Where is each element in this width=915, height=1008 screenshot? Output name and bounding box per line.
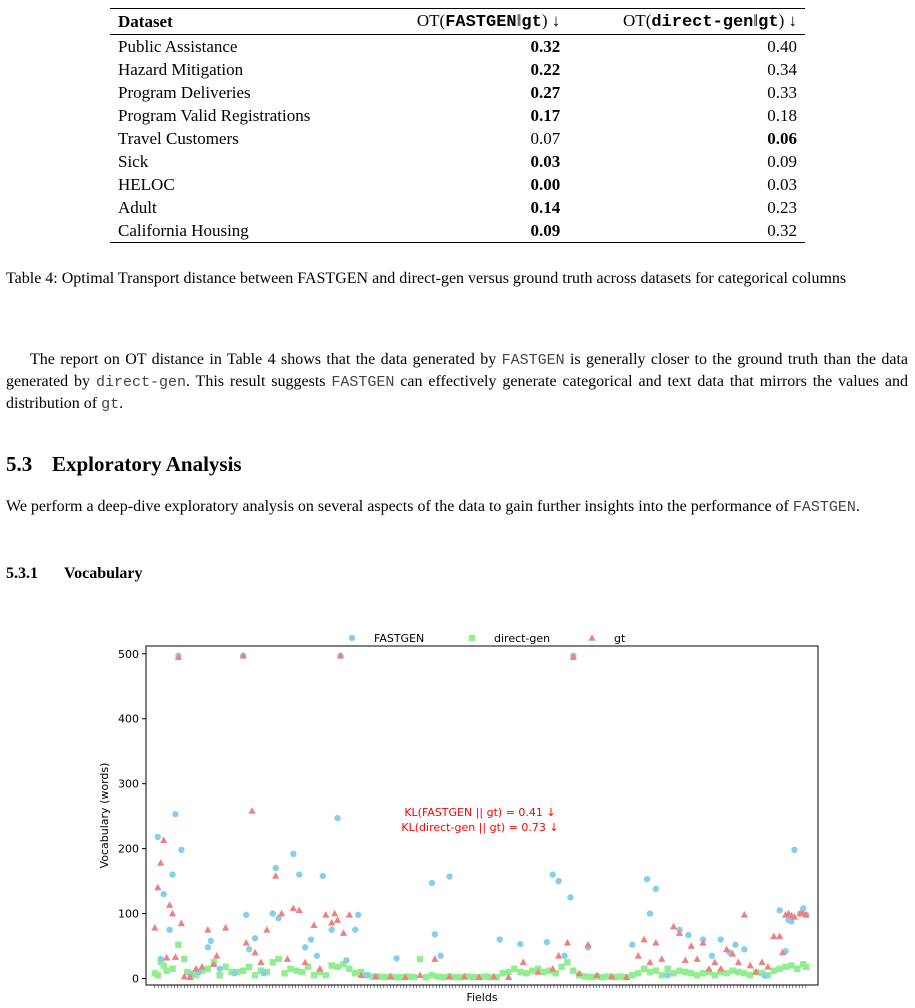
x-axis-label: Fields xyxy=(466,991,498,1004)
data-point xyxy=(517,969,523,975)
data-point xyxy=(561,953,567,959)
data-point xyxy=(588,974,594,980)
data-point xyxy=(438,953,444,959)
data-point xyxy=(647,910,653,916)
data-point xyxy=(314,953,320,959)
data-point xyxy=(564,959,570,965)
y-tick-label: 100 xyxy=(118,907,139,921)
data-point xyxy=(155,834,161,840)
data-point xyxy=(520,958,527,965)
data-point xyxy=(231,970,237,976)
data-point xyxy=(723,970,729,976)
data-point xyxy=(682,969,688,975)
data-point xyxy=(222,924,229,931)
data-point xyxy=(299,969,305,975)
data-point xyxy=(334,916,341,923)
data-point xyxy=(257,958,264,965)
data-point xyxy=(641,936,648,943)
cell-direct-gen: 0.18 xyxy=(767,106,797,125)
data-point xyxy=(585,941,592,948)
data-point xyxy=(181,956,187,962)
data-point xyxy=(771,968,777,974)
data-point xyxy=(352,970,358,976)
data-point xyxy=(322,911,329,918)
data-point xyxy=(544,939,550,945)
data-point xyxy=(658,955,665,962)
data-point xyxy=(243,912,249,918)
table-row xyxy=(110,196,805,219)
cell-fastgen: 0.03 xyxy=(530,152,561,171)
data-point xyxy=(157,859,164,866)
data-point xyxy=(178,920,185,927)
data-point xyxy=(328,962,334,968)
data-point xyxy=(169,871,175,877)
cell-direct-gen: 0.33 xyxy=(767,83,797,102)
data-point xyxy=(158,956,164,962)
data-point xyxy=(452,974,458,980)
data-point xyxy=(718,936,724,942)
data-point xyxy=(529,968,535,974)
data-point xyxy=(747,962,754,969)
data-point xyxy=(290,851,296,857)
data-point xyxy=(470,974,476,980)
data-point xyxy=(290,905,297,912)
cell-direct-gen: 0.32 xyxy=(568,219,805,243)
data-point xyxy=(393,974,399,980)
data-point xyxy=(163,968,169,974)
data-point xyxy=(293,968,299,974)
cell-dataset: HELOC xyxy=(118,175,175,194)
data-point xyxy=(647,969,653,975)
data-point xyxy=(747,972,753,978)
data-point xyxy=(334,964,340,970)
data-point xyxy=(169,966,175,972)
data-point xyxy=(208,938,214,944)
kl-annotation: KL(direct-gen || gt) = 0.73 ↓ xyxy=(401,821,559,834)
data-point xyxy=(676,968,682,974)
data-point xyxy=(155,972,161,978)
data-point xyxy=(393,955,399,961)
data-point xyxy=(287,966,293,972)
data-point xyxy=(275,956,281,962)
cell-dataset: Program Deliveries xyxy=(118,83,251,102)
data-point xyxy=(216,972,222,978)
data-point xyxy=(251,949,258,956)
data-point xyxy=(334,815,340,821)
data-point xyxy=(791,847,797,853)
data-point xyxy=(541,969,547,975)
data-point xyxy=(732,942,738,948)
data-point xyxy=(340,929,347,936)
data-point xyxy=(346,966,352,972)
data-point xyxy=(446,873,452,879)
data-point xyxy=(154,884,161,891)
data-point xyxy=(429,880,435,886)
data-point xyxy=(670,970,676,976)
cell-fastgen: 0.14 xyxy=(530,198,561,217)
data-point xyxy=(555,878,561,884)
data-point xyxy=(160,891,166,897)
table-header-row xyxy=(110,9,805,35)
legend-label: direct-gen xyxy=(494,632,551,645)
table-body xyxy=(110,35,805,243)
data-point xyxy=(711,958,718,965)
data-point xyxy=(240,968,246,974)
data-point xyxy=(664,966,670,972)
data-point xyxy=(163,954,170,961)
data-point xyxy=(328,919,335,926)
data-point xyxy=(782,964,788,970)
data-point xyxy=(440,974,446,980)
data-point xyxy=(741,911,748,918)
data-point xyxy=(705,965,712,972)
data-point xyxy=(382,974,388,980)
cell-direct-gen: 0.06 xyxy=(767,129,797,148)
data-point xyxy=(246,964,252,970)
data-point xyxy=(688,942,695,949)
data-point xyxy=(709,953,715,959)
legend-label: FASTGEN xyxy=(374,632,425,645)
y-tick-label: 300 xyxy=(118,777,139,791)
data-point xyxy=(343,957,349,963)
data-point xyxy=(511,966,517,972)
header-fastgen: OT(FASTGEN‖gt) ↓ xyxy=(370,9,569,35)
cell-dataset: California Housing xyxy=(110,219,370,243)
data-point xyxy=(411,974,417,980)
data-point xyxy=(246,946,252,952)
data-point xyxy=(205,966,211,972)
data-point xyxy=(331,910,338,917)
data-point xyxy=(296,871,302,877)
data-point xyxy=(302,944,308,950)
cell-dataset: Public Assistance xyxy=(118,37,238,56)
data-point xyxy=(198,963,205,970)
y-tick-label: 200 xyxy=(118,842,139,856)
data-point xyxy=(558,964,564,970)
data-point xyxy=(417,971,424,978)
header-direct-gen: OT(direct-gen‖gt) ↓ xyxy=(568,9,805,35)
y-tick-label: 500 xyxy=(118,647,139,661)
kl-annotation: KL(FASTGEN || gt) = 0.41 ↓ xyxy=(404,806,556,819)
data-point xyxy=(272,872,279,879)
data-point xyxy=(270,959,276,965)
data-point xyxy=(166,901,173,908)
data-point xyxy=(302,958,309,965)
data-point xyxy=(213,952,220,959)
data-point xyxy=(653,886,659,892)
data-point xyxy=(723,945,730,952)
table-row xyxy=(110,35,805,59)
legend-label: gt xyxy=(614,632,626,645)
data-point xyxy=(296,907,303,914)
data-point xyxy=(172,811,178,817)
data-point xyxy=(641,966,647,972)
data-point xyxy=(308,936,314,942)
data-point xyxy=(311,972,317,978)
data-point xyxy=(670,923,677,930)
cell-fastgen: 0.00 xyxy=(530,175,561,194)
data-point xyxy=(469,635,475,641)
data-point xyxy=(688,970,694,976)
data-point xyxy=(652,939,659,946)
ot-distance-table xyxy=(110,8,805,243)
cell-dataset: Program Valid Registrations xyxy=(118,106,311,125)
data-point xyxy=(776,966,782,972)
data-point xyxy=(729,968,735,974)
data-point xyxy=(160,836,167,843)
cell-fastgen: 0.09 xyxy=(370,219,569,243)
data-point xyxy=(355,912,361,918)
data-point xyxy=(435,973,441,979)
y-tick-label: 400 xyxy=(118,712,139,726)
data-point xyxy=(788,962,794,968)
data-point xyxy=(653,968,659,974)
cell-fastgen: 0.32 xyxy=(530,37,561,56)
table-row xyxy=(110,81,805,104)
data-point xyxy=(270,910,276,916)
cell-direct-gen: 0.23 xyxy=(767,198,797,217)
data-point xyxy=(735,958,742,965)
data-point xyxy=(166,927,172,933)
data-point xyxy=(243,939,250,946)
cell-dataset: Adult xyxy=(118,198,157,217)
vocabulary-scatter-chart xyxy=(90,630,830,1008)
cell-fastgen: 0.27 xyxy=(530,83,561,102)
data-point xyxy=(741,970,747,976)
table-row xyxy=(110,173,805,196)
data-point xyxy=(252,935,258,941)
data-point xyxy=(635,952,642,959)
data-point xyxy=(432,931,438,937)
data-point xyxy=(284,955,291,962)
cell-fastgen: 0.22 xyxy=(530,60,561,79)
data-point xyxy=(776,907,782,913)
data-point xyxy=(659,972,665,978)
data-point xyxy=(694,972,700,978)
data-point xyxy=(423,974,429,980)
table-row xyxy=(110,150,805,173)
data-point xyxy=(328,927,334,933)
data-point xyxy=(352,927,358,933)
data-point xyxy=(794,966,800,972)
data-point xyxy=(770,932,777,939)
data-point xyxy=(582,973,588,979)
data-point xyxy=(762,973,768,979)
cell-direct-gen: 0.03 xyxy=(767,175,797,194)
data-point xyxy=(205,944,211,950)
data-point xyxy=(429,972,435,978)
data-point xyxy=(346,911,353,918)
table-row xyxy=(110,127,805,150)
data-point xyxy=(249,807,256,814)
table-row xyxy=(110,219,805,243)
data-point xyxy=(758,958,765,965)
data-point xyxy=(550,871,556,877)
data-point xyxy=(175,942,181,948)
table-row xyxy=(110,104,805,127)
data-point xyxy=(617,973,623,979)
data-point xyxy=(252,972,258,978)
data-point xyxy=(664,972,670,978)
data-point xyxy=(261,970,267,976)
cell-direct-gen: 0.40 xyxy=(767,37,797,56)
data-point xyxy=(646,958,653,965)
data-point xyxy=(272,865,278,871)
data-point xyxy=(263,926,270,933)
data-point xyxy=(635,970,641,976)
data-point xyxy=(193,965,200,972)
data-point xyxy=(600,974,606,980)
data-point xyxy=(204,926,211,933)
data-point xyxy=(694,955,701,962)
data-point xyxy=(682,957,689,964)
cell-dataset: Travel Customers xyxy=(118,129,239,148)
data-point xyxy=(570,968,576,974)
data-point xyxy=(700,970,706,976)
data-point xyxy=(323,972,329,978)
section-heading: 5.3 Exploratory Analysis xyxy=(6,452,242,476)
section-paragraph: We perform a deep-dive exploratory analysis on several aspects of the data to gain further insights into the performance of FASTGEN. xyxy=(6,498,860,516)
data-point xyxy=(712,972,718,978)
data-point xyxy=(499,970,505,976)
subsection-heading: 5.3.1 Vocabulary xyxy=(6,565,143,582)
table-caption: Table 4: Optimal Transport distance between FASTGEN and direct-gen versus ground truth across datasets for categorical columns xyxy=(6,270,847,287)
data-point xyxy=(417,956,423,962)
cell-direct-gen: 0.34 xyxy=(767,60,797,79)
data-point xyxy=(629,972,635,978)
data-point xyxy=(735,969,741,975)
data-point xyxy=(310,921,317,928)
data-point xyxy=(151,924,158,931)
data-point xyxy=(555,952,562,959)
data-point xyxy=(685,932,691,938)
data-point xyxy=(349,635,355,641)
data-point xyxy=(431,955,438,962)
cell-direct-gen: 0.09 xyxy=(767,152,797,171)
data-point xyxy=(764,963,771,970)
data-point xyxy=(316,965,323,972)
data-point xyxy=(320,873,326,879)
y-tick-label: 0 xyxy=(132,972,139,986)
y-axis-label: Vocabulary (words) xyxy=(98,762,111,869)
data-point xyxy=(567,894,573,900)
cell-dataset: Sick xyxy=(118,152,149,171)
data-point xyxy=(644,876,650,882)
data-point xyxy=(222,964,228,970)
data-point xyxy=(216,966,222,972)
data-point xyxy=(178,847,184,853)
cell-fastgen: 0.17 xyxy=(530,106,561,125)
data-point xyxy=(803,964,809,970)
data-point xyxy=(629,942,635,948)
data-point xyxy=(169,910,176,917)
data-point xyxy=(496,936,502,942)
table-row xyxy=(110,58,805,81)
cell-fastgen: 0.07 xyxy=(530,129,561,148)
data-point xyxy=(281,970,287,976)
header-dataset: Dataset xyxy=(110,9,370,35)
data-point xyxy=(588,634,595,641)
data-point xyxy=(517,941,523,947)
data-point xyxy=(523,970,529,976)
data-point xyxy=(364,972,370,978)
data-point xyxy=(172,953,179,960)
data-point xyxy=(717,965,724,972)
data-point xyxy=(482,973,488,979)
data-point xyxy=(564,939,571,946)
cell-dataset: Hazard Mitigation xyxy=(118,60,244,79)
data-point xyxy=(741,946,747,952)
data-point xyxy=(776,932,783,939)
data-point xyxy=(278,910,285,917)
body-paragraph: The report on OT distance in Table 4 shows that the data generated by FASTGEN is generally closer to the ground truth than the data generated by direct-gen. This result suggests FASTGEN can effectively generate categorical and text data that mirrors the values and distribution of gt. xyxy=(6,351,909,413)
